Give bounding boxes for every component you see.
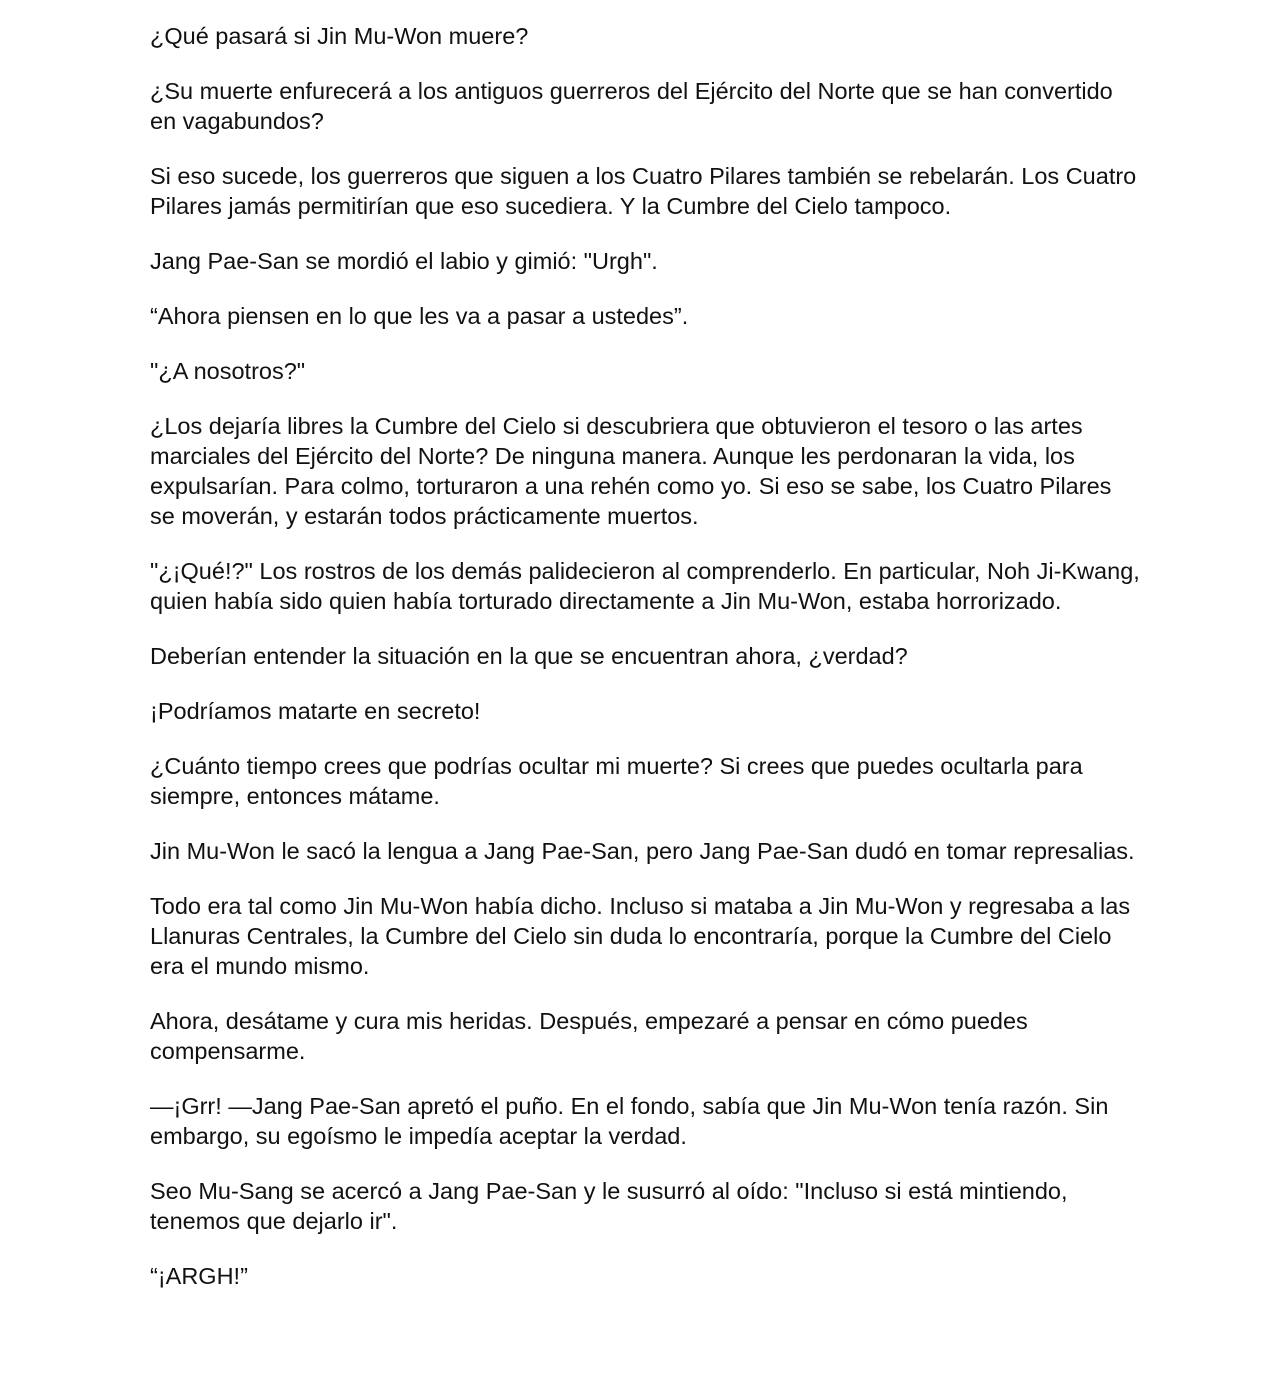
paragraph: Jang Pae-San se mordió el labio y gimió: "Urgh". (150, 248, 658, 274)
paragraph: "¿A nosotros?" (150, 358, 306, 384)
paragraph: “¡ARGH!” (150, 1263, 248, 1289)
paragraph: ¡Podríamos matarte en secreto! (150, 698, 481, 724)
paragraph: Deberían entender la situación en la que se encuentran ahora, ¿verdad? (150, 643, 908, 669)
paragraph: ¿Qué pasará si Jin Mu-Won muere? (150, 23, 529, 49)
paragraph: —¡Grr! —Jang Pae-San apretó el puño. En el fondo, sabía que Jin Mu-Won tenía razón. Sin embargo, su egoísmo le impedía aceptar la verdad. (150, 1093, 1109, 1149)
paragraph: Todo era tal como Jin Mu-Won había dicho. Incluso si mataba a Jin Mu-Won y regresaba a las Llanuras Centrales, la Cumbre del Cielo sin duda lo encontraría, porque la Cumbre del Cielo era el mundo mismo. (150, 893, 1131, 979)
paragraph: Seo Mu-Sang se acercó a Jang Pae-San y le susurró al oído: "Incluso si está mintiendo, tenemos que dejarlo ir". (150, 1178, 1068, 1234)
paragraph: Ahora, desátame y cura mis heridas. Después, empezaré a pensar en cómo puedes compensarme. (150, 1008, 1028, 1064)
paragraph: ¿Los dejaría libres la Cumbre del Cielo si descubriera que obtuvieron el tesoro o las artes marciales del Ejército del Norte? De ninguna manera. Aunque les perdonaran la vida, los expulsarían. Para colmo, torturaron a una rehén como yo. Si eso se sabe, los Cuatro Pilares se moverán, y estarán todos prácticamente muertos. (150, 413, 1112, 529)
paragraph: “Ahora piensen en lo que les va a pasar a ustedes”. (150, 303, 689, 329)
document-page (150, 21, 1140, 1316)
paragraph: ¿Cuánto tiempo crees que podrías ocultar mi muerte? Si crees que puedes ocultarla para siempre, entonces mátame. (150, 753, 1083, 809)
paragraph: Jin Mu-Won le sacó la lengua a Jang Pae-San, pero Jang Pae-San dudó en tomar represalias. (150, 838, 1135, 864)
paragraph: ¿Su muerte enfurecerá a los antiguos guerreros del Ejército del Norte que se han convertido en vagabundos? (150, 78, 1113, 134)
paragraph: "¿¡Qué!?" Los rostros de los demás palidecieron al comprenderlo. En particular, Noh Ji-Kwang, quien había sido quien había torturado directamente a Jin Mu-Won, estaba horrorizado. (150, 558, 1140, 614)
paragraph: Si eso sucede, los guerreros que siguen a los Cuatro Pilares también se rebelarán. Los Cuatro Pilares jamás permitirían que eso sucediera. Y la Cumbre del Cielo tampoco. (150, 163, 1137, 219)
